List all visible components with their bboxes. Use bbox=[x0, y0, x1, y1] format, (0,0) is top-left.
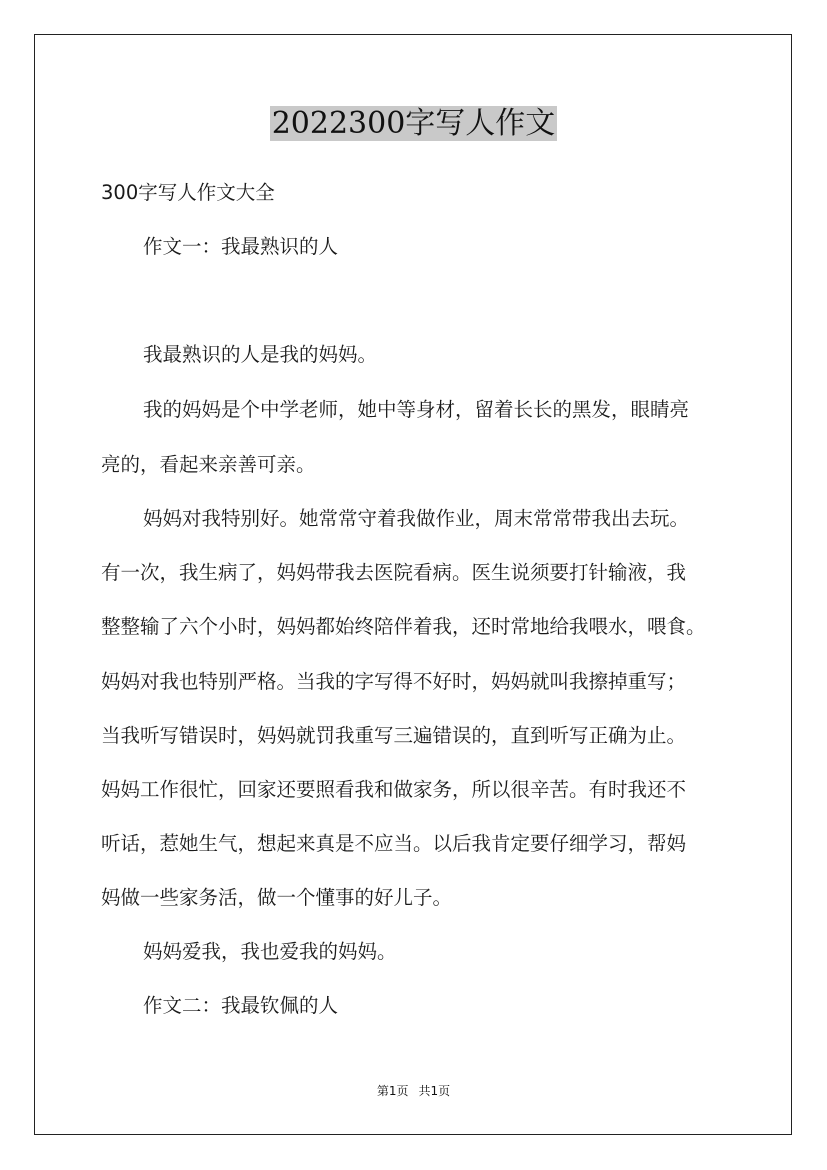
paragraph-line: 亮的，看起来亲善可亲。 bbox=[101, 453, 316, 476]
document-title: 2022300字写人作文 bbox=[271, 106, 556, 141]
paragraph-line: 妈妈对我也特别严格。当我的字写得不好时，妈妈就叫我擦掉重写； bbox=[101, 670, 687, 693]
paragraph-line: 听话，惹她生气，想起来真是不应当。以后我肯定要仔细学习，帮妈 bbox=[101, 832, 687, 855]
paragraph-line: 妈做一些家务活，做一个懂事的好儿子。 bbox=[101, 886, 453, 909]
paragraph-line: 当我听写错误时，妈妈就罚我重写三遍错误的，直到听写正确为止。 bbox=[101, 724, 687, 747]
paragraph-line: 整整输了六个小时，妈妈都始终陪伴着我，还时常地给我喂水，喂食。 bbox=[101, 615, 706, 638]
paragraph-line: 我最熟识的人是我的妈妈。 bbox=[143, 343, 378, 366]
essay-2-heading: 作文二：我最钦佩的人 bbox=[143, 994, 339, 1017]
essay-1-heading: 作文一：我最熟识的人 bbox=[143, 235, 339, 258]
paragraph-line: 妈妈对我特别好。她常常守着我做作业，周末常常带我出去玩。 bbox=[143, 507, 690, 530]
document-subtitle: 300字写人作文大全 bbox=[101, 181, 275, 204]
paragraph-line: 妈妈爱我，我也爱我的妈妈。 bbox=[143, 940, 397, 963]
page-footer bbox=[0, 1082, 827, 1099]
paragraph-line: 有一次，我生病了，妈妈带我去医院看病。医生说须要打针输液，我 bbox=[101, 561, 687, 584]
page-total: 共1页 bbox=[418, 1084, 451, 1098]
page-number: 第1页 bbox=[376, 1084, 409, 1098]
paragraph-line: 我的妈妈是个中学老师，她中等身材，留着长长的黑发，眼睛亮 bbox=[143, 398, 690, 421]
paragraph-line: 妈妈工作很忙，回家还要照看我和做家务，所以很辛苦。有时我还不 bbox=[101, 778, 687, 801]
